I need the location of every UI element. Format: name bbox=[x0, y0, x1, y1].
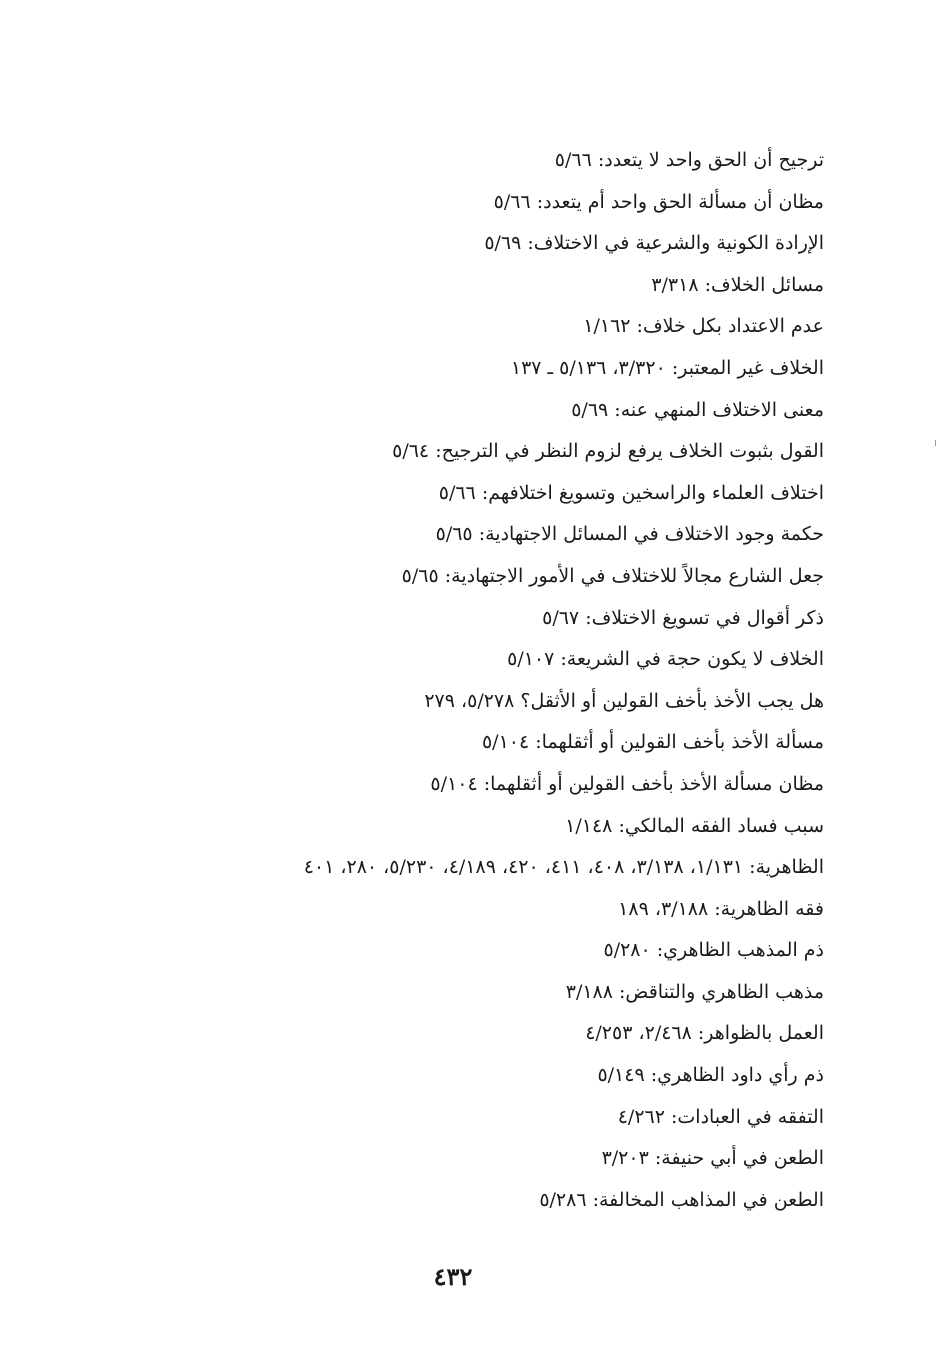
entry-reference: ٥/٢٨٠ bbox=[603, 939, 651, 962]
index-entry bbox=[104, 598, 824, 640]
entry-topic: الخلاف غير المعتبر: bbox=[671, 356, 824, 379]
entry-topic: فقه الظاهرية: bbox=[714, 897, 824, 920]
entry-reference: ٥/٢٨٦ bbox=[539, 1188, 587, 1211]
index-entry bbox=[104, 473, 824, 515]
entry-reference: ٥/١٠٤ bbox=[430, 772, 478, 795]
entry-reference: ٥/١٤٩ bbox=[597, 1064, 645, 1087]
entry-topic: ذكر أقوال في تسويغ الاختلاف: bbox=[585, 606, 824, 629]
page-number: ٤٣٢ bbox=[433, 1262, 473, 1291]
entry-reference: ٥/٦٦ bbox=[554, 149, 592, 171]
margin-mark bbox=[935, 440, 936, 446]
entry-topic: اختلاف العلماء والراسخين وتسويغ اختلافهم: bbox=[481, 481, 824, 504]
entry-reference: ٣/٣٢٠، ٥/١٣٦ ـ ١٣٧ bbox=[510, 356, 666, 379]
index-entry bbox=[104, 1055, 824, 1097]
entry-topic: جعل الشارع مجالاً للاختلاف في الأمور الاجتهادية: bbox=[444, 564, 824, 587]
index-entry bbox=[104, 1180, 824, 1222]
index-entry bbox=[104, 1138, 824, 1180]
index-entry bbox=[104, 514, 824, 556]
entry-topic: ترجيح أن الحق واحد لا يتعدد: bbox=[597, 149, 824, 171]
entry-topic: العمل بالظواهر: bbox=[697, 1022, 824, 1045]
entry-topic: معنى الاختلاف المنهي عنه: bbox=[614, 398, 824, 421]
entry-reference: ١/١٤٨ bbox=[565, 814, 613, 837]
entry-topic: القول بثبوت الخلاف يرفع لزوم النظر في الترجيح: bbox=[435, 440, 824, 463]
entry-reference: ٥/٦٩ bbox=[571, 398, 609, 421]
index-entry bbox=[104, 265, 824, 307]
entry-topic: مذهب الظاهري والتناقض: bbox=[619, 980, 824, 1003]
entry-topic: التفقه في العبادات: bbox=[671, 1105, 824, 1128]
entry-topic: مظان أن مسألة الحق واحد أم يتعدد: bbox=[536, 190, 824, 213]
index-entry bbox=[104, 140, 824, 182]
entry-topic: الطعن في المذاهب المخالفة: bbox=[592, 1188, 824, 1211]
entry-reference: ٣/٣١٨ bbox=[651, 273, 699, 296]
entry-topic: هل يجب الأخذ بأخف القولين أو الأثقل؟ bbox=[520, 689, 824, 712]
entry-reference: ٥/١٠٤ bbox=[481, 731, 530, 754]
index-entry bbox=[104, 806, 824, 848]
index-entry bbox=[104, 556, 824, 598]
entry-reference: ٥/١٠٧ bbox=[507, 648, 555, 671]
entry-reference: ٣/١٨٨ bbox=[565, 980, 613, 1003]
entry-reference: ٥/٦٤ bbox=[392, 440, 430, 463]
entry-reference: ٥/٦٥ bbox=[401, 564, 439, 587]
index-entry bbox=[104, 681, 824, 723]
entry-reference: ٣/١٨٨، ١٨٩ bbox=[618, 897, 709, 920]
entry-topic: مسألة الأخذ بأخف القولين أو أثقلهما: bbox=[535, 731, 824, 754]
index-entry bbox=[104, 348, 824, 390]
entry-reference: ٥/٢٧٨، ٢٧٩ bbox=[424, 689, 515, 712]
entry-topic: الطعن في أبي حنيفة: bbox=[654, 1147, 824, 1170]
index-entry bbox=[104, 639, 824, 681]
entry-reference: ٥/٦٦ bbox=[438, 481, 476, 504]
index-entry bbox=[104, 1013, 824, 1055]
index-entry bbox=[104, 223, 824, 265]
entry-topic: مسائل الخلاف: bbox=[704, 273, 824, 296]
entry-reference: ٥/٦٥ bbox=[435, 523, 473, 546]
entry-reference: ٢/٤٦٨، ٤/٢٥٣ bbox=[585, 1022, 692, 1045]
index-entry bbox=[104, 764, 824, 806]
index-entry bbox=[104, 306, 824, 348]
index-entry bbox=[104, 722, 824, 764]
entry-topic: الظاهرية: bbox=[749, 856, 824, 879]
entry-reference: ١/١٣١، ٣/١٣٨، ٤٠٨، ٤١١، ٤٢٠، ٤/١٨٩، ٥/٢٣٠، ٢٨٠، ٤٠١ bbox=[303, 856, 744, 879]
entry-topic: الخلاف لا يكون حجة في الشريعة: bbox=[560, 648, 824, 671]
index-entries bbox=[104, 140, 824, 1221]
index-entry bbox=[104, 431, 824, 473]
index-entry bbox=[104, 930, 824, 972]
entry-reference: ٥/٦٧ bbox=[542, 606, 580, 629]
entry-topic: عدم الاعتداد بكل خلاف: bbox=[636, 315, 824, 338]
entry-topic: ذم رأي داود الظاهري: bbox=[650, 1064, 824, 1087]
entry-topic: حكمة وجود الاختلاف في المسائل الاجتهادية: bbox=[478, 523, 824, 546]
entry-reference: ٤/٢٦٢ bbox=[617, 1105, 665, 1128]
index-entry bbox=[104, 390, 824, 432]
entry-reference: ٥/٦٦ bbox=[493, 190, 531, 213]
index-entry bbox=[104, 182, 824, 224]
entry-topic: ذم المذهب الظاهري: bbox=[656, 939, 824, 962]
entry-reference: ٥/٦٩ bbox=[484, 232, 522, 255]
index-entry bbox=[104, 972, 824, 1014]
entry-reference: ٣/٢٠٣ bbox=[601, 1147, 649, 1170]
entry-topic: الإرادة الكونية والشرعية في الاختلاف: bbox=[527, 232, 824, 255]
entry-topic: سبب فساد الفقه المالكي: bbox=[618, 814, 824, 837]
entry-reference: ١/١٦٢ bbox=[583, 315, 631, 338]
index-entry bbox=[104, 1097, 824, 1139]
index-entry bbox=[104, 847, 824, 889]
entry-topic: مظان مسألة الأخذ بأخف القولين أو أثقلهما: bbox=[483, 772, 824, 795]
index-entry bbox=[104, 889, 824, 931]
